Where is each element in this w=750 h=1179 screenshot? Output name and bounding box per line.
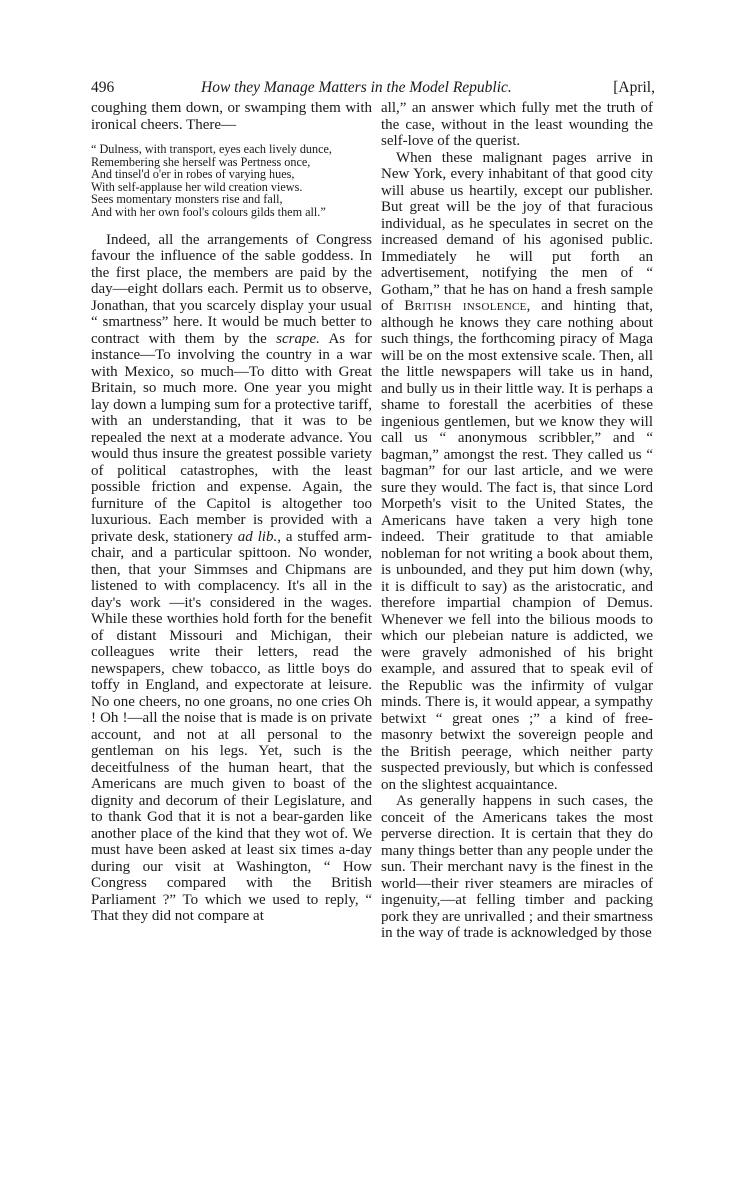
verse-line: And tinsel'd o'er in robes of varying hues,: [91, 167, 295, 182]
running-title: How they Manage Matters in the Model Republic.: [201, 79, 512, 96]
conceit-paragraph: As generally happens in such cases, the conceit of the Americans takes the most perverse direction. It is certain that they do many things better than any people under the sun. Their merchant navy is the finest in the world—their river steamers are miracles of ingenuity,—at felling timber and packing pork they are unrivalled ; and their smartness in the way of trade is acknowledged by those: [381, 793, 653, 941]
running-header: [91, 77, 653, 99]
issue-month: [April,: [613, 79, 655, 96]
italic-text: scrape.: [276, 330, 320, 347]
congress-paragraph: [91, 232, 372, 925]
verse-line: “ Dulness, with transport, eyes each lively dunce,: [91, 142, 332, 156]
small-caps-text: British insolence: [404, 298, 527, 314]
left-column: [91, 100, 372, 925]
verse-line: Remembering she herself was Pertness once,: [91, 154, 311, 169]
verse-line: And with her own fool's colours gilds them all.”: [91, 204, 326, 219]
paragraph-text: As for instance—To involving the country in a war with Mexico, so much—To ditto with Great Britain, so much more. One year you might lay down a lumping sum for a protective tariff, with an understanding, that it was to be repealed the next at a moderate advance. You would thus insure the greatest possible variety of political catastrophes, with the least possible friction and expense. Again, the furniture of the Capitol is altogether too luxurious. Each member is provided with a private desk, stationery: [91, 330, 372, 545]
paragraph-text: Indeed, all the arrangements of Congress favour the influence of the sable goddess. In the first place, the members are paid by the day—eight dollars each. Permit us to observe, Jonathan, that you scarcely display your usual “ smartness” here. It would be much better to contract with them by the: [91, 231, 372, 347]
italic-text: ad lib.: [237, 528, 278, 545]
continuation-paragraph: all,” an answer which fully met the truth of the case, without in the least wounding the self-love of the querist.: [381, 100, 653, 149]
paragraph-text: When these malignant pages arrive in New York, every inhabitant of that good city will abuse us heartily, except our publisher. But great will be the joy of that furacious individual, as he speculates in secret on the increased demand of his agonised public. Immediately he will put forth an advertisement, notifying the men of “ Gotham,” that he has on hand a fresh sample of: [381, 149, 653, 314]
malignant-pages-paragraph: [381, 150, 653, 794]
paragraph-text: , a stuffed arm-chair, and a particular spittoon. No wonder, then, that your Simmses and Chipmans are listened to with complacency. It's all in the day's work —it's considered in the wages. While these worthies hold forth for the benefit of distant Missouri and Michigan, their colleagues write their letters, read the newspapers, chew tobacco, as little boys do toffy in England, and expectorate at leisure. No one cheers, no one groans, no one cries Oh ! Oh !—all the noise that is made is on private account, and not at all personal to the gentleman on his legs. Yet, such is the deceitfulness of the human heart, that the Americans are much given to boast of the dignity and decorum of their Legislature, and to thank God that it is not a bear-garden like another place of the kind that they wot of. We must have been asked at least six times a-day during our visit at Washington, “ How Congress compared with the British Parliament ?” To which we used to reply, “ That they did not compare at: [91, 528, 373, 925]
paragraph-text: , and hinting that, although he knows they care nothing about such things, the forthcoming piracy of Maga will be on the most extensive scale. Then, all the little newspapers will take us in hand, and bully us in their little way. It is perhaps a shame to forestall the acerbities of these ingenious gentlemen, but we know they will call us “ anonymous scribbler,” and “ bagman,” amongst the rest. They called us “ bagman” for our last article, and we were sure they would. The fact is, that since Lord Morpeth's visit to the United States, the Americans have taken a very high tone indeed. Their gratitude to that amiable nobleman for not writing a book about them, is unbounded, and they put him down (why, it is difficult to say) as the aristocratic, and therefore impartial champion of Demus. Whenever we fell into the bilious moods to which our plebeian nature is addicted, we were gravely admonished of his bright example, and assured that to speak evil of the Republic was the infirmity of vulgar minds. There is, it would appear, a sympathy betwixt “ great ones ;” a kind of free-masonry betwixt the sovereign people and the British peerage, which neither party suspected previously, but which is confessed on the slightest acquaintance.: [381, 298, 654, 793]
right-column: [381, 100, 653, 942]
page-number: 496: [91, 79, 115, 96]
verse-line: Sees momentary monsters rise and fall,: [91, 192, 283, 207]
verse-quotation: [91, 143, 372, 219]
verse-line: With self-applause her wild creation views.: [91, 179, 303, 194]
opening-paragraph: coughing them down, or swamping them with ironical cheers. There—: [91, 100, 372, 133]
